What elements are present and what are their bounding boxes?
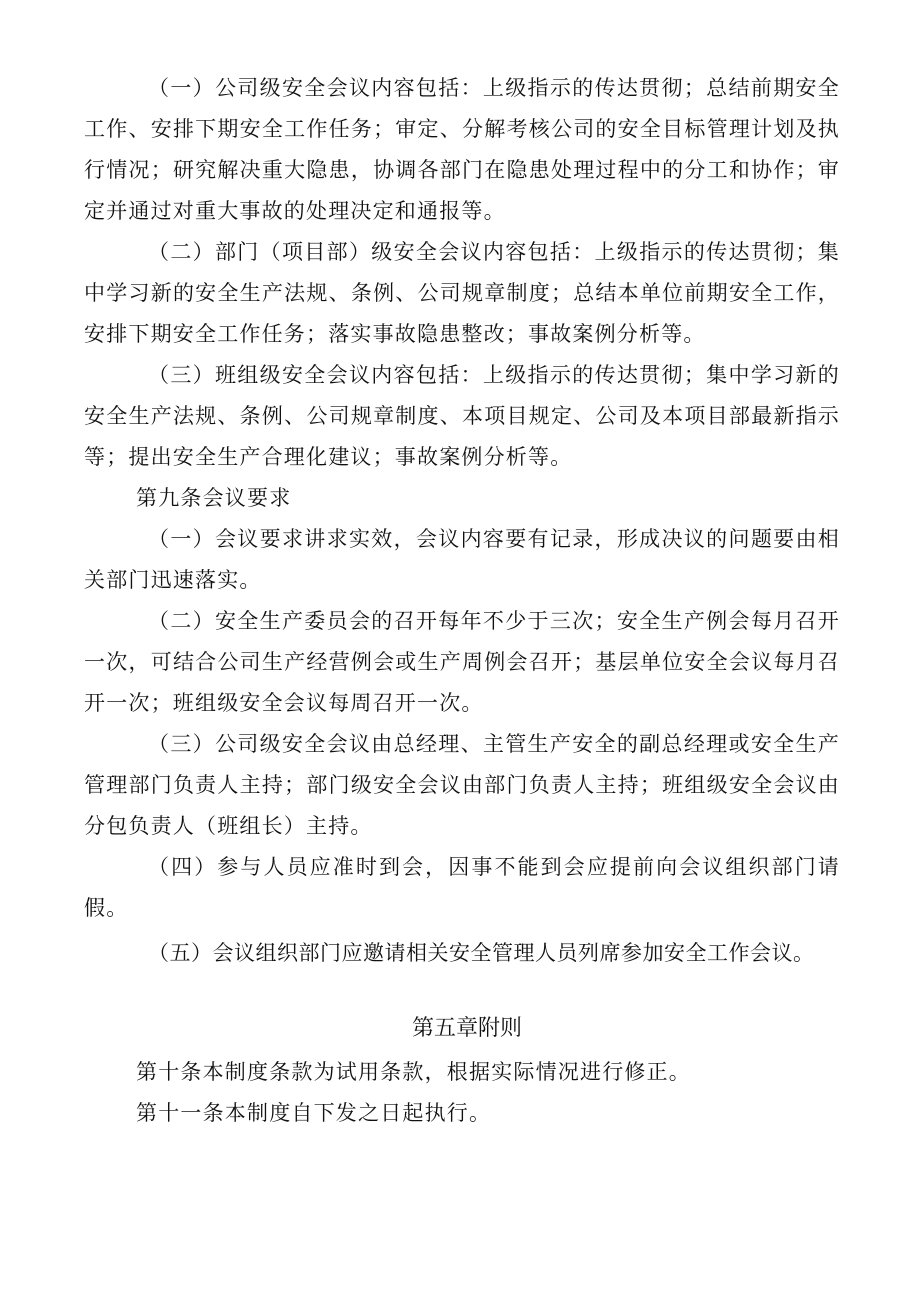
article-9-title: 第九条会议要求 — [136, 486, 292, 510]
document-page — [84, 68, 840, 1134]
article-9-item-3: （三）公司级安全会议由总经理、主管生产安全的副总经理或安全生产管理部门负责人主持；部门级安全会议由部门负责人主持；班组级安全会议由分包负责人（班组长）主持。 — [84, 732, 840, 838]
paragraph-team-meeting-content: （三）班组级安全会议内容包括：上级指示的传达贯彻；集中学习新的安全生产法规、条例、公司规章制度、本项目规定、公司及本项目部最新指示等；提出安全生产合理化建议；事故案例分析等。 — [84, 363, 840, 469]
article-9-item-4: （四）参与人员应准时到会，因事不能到会应提前向会议组织部门请假。 — [84, 855, 840, 920]
article-9-item-1: （一）会议要求讲求实效，会议内容要有记录，形成决议的问题要由相关部门迅速落实。 — [84, 527, 840, 592]
article-11: 第十一条本制度自下发之日起执行。 — [136, 1101, 492, 1125]
chapter-5-title: 第五章附则 — [411, 1016, 522, 1041]
article-9-item-5: （五）会议组织部门应邀请相关安全管理人员列席参加安全工作会议。 — [148, 941, 815, 965]
paragraph-department-meeting-content: （二）部门（项目部）级安全会议内容包括：上级指示的传达贯彻；集中学习新的安全生产法规、条例、公司规章制度；总结本单位前期安全工作，安排下期安全工作任务；落实事故隐患整改；事故案例分析等。 — [84, 240, 840, 346]
article-9-item-2: （二）安全生产委员会的召开每年不少于三次；安全生产例会每月召开一次，可结合公司生产经营例会或生产周例会召开；基层单位安全会议每月召开一次；班组级安全会议每周召开一次。 — [84, 609, 840, 715]
paragraph-company-meeting-content: （一）公司级安全会议内容包括：上级指示的传达贯彻；总结前期安全工作、安排下期安全工作任务；审定、分解考核公司的安全目标管理计划及执行情况；研究解决重大隐患，协调各部门在隐患处理过程中的分工和协作；审定并通过对重大事故的处理决定和通报等。 — [84, 76, 840, 223]
article-10: 第十条本制度条款为试用条款，根据实际情况进行修正。 — [136, 1060, 691, 1084]
